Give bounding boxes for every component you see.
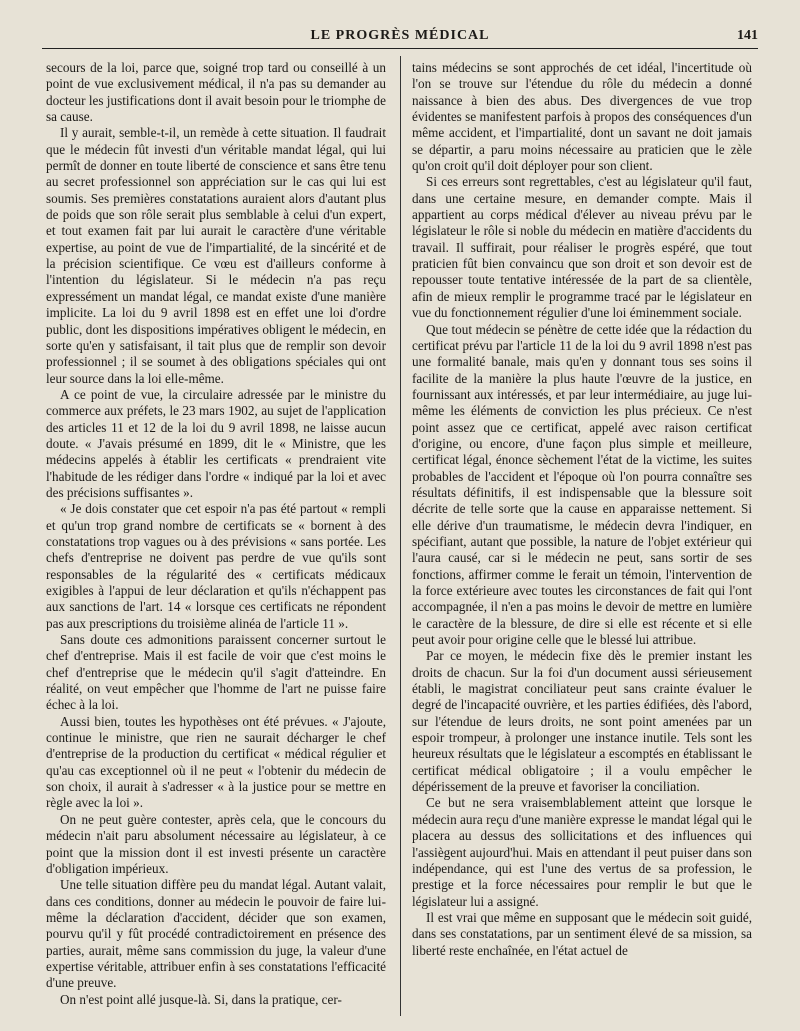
paragraph: secours de la loi, parce que, soigné trop tard ou conseillé à un point de vue exclusivement médical, il n'a pas su demander au docteur les justifications dont il avait besoin pour le triomphe de sa cause. [46, 60, 386, 125]
paragraph: Par ce moyen, le médecin fixe dès le premier instant les droits de chacun. Sur la foi d'un document aussi sérieusement établi, le magistrat conciliateur peut sans crainte évaluer le degré de l'incapacité ouvrière, et les parties édifiées, dès l'abord, sur l'étendue de leurs droits, ne sont point amenées par un espoir trompeur, à prolonger une instance inutile. Tels sont les heureux résultats que le législateur a escomptés en établissant le certificat médical obligatoire ; il a voulu empêcher le dépérissement de la preuve et favoriser la conciliation. [412, 648, 752, 795]
header-rule [42, 48, 758, 49]
paragraph: tains médecins se sont approchés de cet idéal, l'incertitude où l'on se trouve sur l'étendue du rôle du médecin a donné naissance à bien des abus. Des divergences de vue trop évidentes se manifestent parfois à propos des conséquences d'un même accident, et l'impartialité, dont un savant ne doit jamais se départir, a paru moins nécessaire au praticien que le zèle qu'on croit qu'il doit déployer pour son client. [412, 60, 752, 174]
paragraph: Sans doute ces admonitions paraissent concerner surtout le chef d'entreprise. Mais il est facile de voir que c'est moins le chef d'entreprise que le médecin qu'il s'agit d'atteindre. En réalité, on veut empêcher que l'homme de l'art ne puisse faire échec à la loi. [46, 632, 386, 713]
right-column [412, 60, 752, 959]
paragraph: « Je dois constater que cet espoir n'a pas été partout « rempli et qu'un trop grand nombre de certificats se « bornent à des constatations trop vagues ou à des prévisions « sans portée. Les chefs d'entreprise ne doivent pas perdre de vue qu'ils sont responsables de la régularité des « certificats médicaux exigibles à l'appui de leur déclaration et qu'ils n'échappent pas aux sanctions de l'art. 14 « lorsque ces certificats ne répondent pas aux prescriptions du troisième alinéa de l'article 11 ». [46, 501, 386, 631]
paragraph: Si ces erreurs sont regrettables, c'est au législateur qu'il faut, dans une certaine mesure, en demander compte. Mais il appartient au corps médical d'élever au niveau prévu par le législateur le rôle si noble du médecin en matière d'accidents du travail. Il suffirait, pour réaliser le progrès espéré, que tout praticien fût bien convaincu que son droit et son devoir est de repousser toute tentative intéressée de la part de sa clientèle, afin de mieux remplir le programme tracé par le législateur en vue du fonctionnement régulier d'une loi éminemment sociale. [412, 174, 752, 321]
page-number: 141 [737, 28, 758, 43]
left-column [46, 60, 386, 1008]
paragraph: Une telle situation diffère peu du mandat légal. Autant valait, dans ces conditions, donner au médecin le pouvoir de faire lui-même la déclaration d'accident, décider que son examen, pourvu qu'il y fût procédé contradictoirement en présence des parties, aurait, même sans commission du juge, la valeur d'une expertise véritable, attribuer enfin à ses constatations l'efficacité d'une preuve. [46, 877, 386, 991]
paragraph: Il y aurait, semble-t-il, un remède à cette situation. Il faudrait que le médecin fût investi d'un véritable mandat légal, qui lui permît de donner en toute liberté de conscience et sans être tenu au secret professionnel son appréciation sur le cas qui lui est soumis. Ses premières constatations auraient alors d'autant plus de poids que son rôle serait plus semblable à celui d'un expert, et tout examen fait par lui aurait le caractère d'une véritable expertise, au point de vue de l'impartialité, de la sincérité et de la précision scientifique. Ce vœu est d'ailleurs conforme à l'intention du législateur. Si le médecin n'a pas reçu expressément un mandat légal, ce mandat existe d'une manière implicite. La loi du 9 avril 1898 est en effet une loi d'ordre public, dont les dispositions impératives obligent le médecin, en sorte qu'en y satisfaisant, il tait plus que de remplir son devoir professionnel ; il se soumet à des obligations spéciales qui ont leur source dans la loi elle-même. [46, 125, 386, 386]
running-header [40, 28, 760, 50]
paragraph: Que tout médecin se pénètre de cette idée que la rédaction du certificat prévu par l'article 11 de la loi du 9 avril 1898 n'est pas une formalité banale, mais qu'en y donnant tous ses soins il facilite de la manière la plus haute l'œuvre de la justice, en fournissant aux intéressés, et par leur intermédiaire, au juge lui-même les éléments de conviction les plus précieux. Ce n'est point assez que ce certificat, appelé avec raison certificat d'origine, ou encore, d'une façon plus simple et meilleure, certificat légal, énonce sèchement l'état de la victime, les suites probables de l'accident et l'époque où l'on pourra connaître ses résultats définitifs, il est indispensable que la blessure soit décrite de telle sorte que la cause en apparaisse nettement. Si elle dérive d'un traumatisme, le médecin devra l'indiquer, en spécifiant, autant que possible, la nature de l'objet extérieur qui l'aura causé, car si le médecin ne peut, sans sortir de ses fonctions, affirmer comme le ferait un témoin, l'intervention de la force extérieure avec toutes les circonstances de fait qui l'ont accompagnée, il n'en a pas moins le devoir de mettre en lumière le caractère de la blessure, de dire si elle est récente et si elle peut avoir pour origine celle que le blessé lui attribue. [412, 321, 752, 648]
paragraph: Ce but ne sera vraisemblablement atteint que lorsque le médecin aura reçu d'une manière expresse le mandat légal qui le placera au dessus des sollicitations et des influences qui l'assiègent aujourd'hui. Mais en attendant il peut puiser dans son indépendance, qui est l'une des vertus de sa profession, le prestige et la force nécessaires pour remplir le but que le législateur lui a assigné. [412, 795, 752, 909]
paragraph: A ce point de vue, la circulaire adressée par le ministre du commerce aux préfets, le 23 mars 1902, au sujet de l'application des articles 11 et 12 de la loi du 9 avril 1898, ne laisse aucun doute. « J'avais présumé en 1899, dit le « Ministre, que les médecins appelés à établir les certificats « prendraient vite l'habitude de les rédiger dans l'ordre « indiqué par la loi et avec des précisions suffisantes ». [46, 386, 386, 500]
paragraph: On ne peut guère contester, après cela, que le concours du médecin n'ait paru absolument nécessaire au législateur, à ce point que la mission dont il est investi présente un caractère d'obligation impérieux. [46, 811, 386, 876]
column-divider [400, 56, 401, 1016]
journal-title: LE PROGRÈS MÉDICAL [310, 28, 490, 43]
paragraph: On n'est point allé jusque-là. Si, dans la pratique, cer- [60, 991, 342, 1007]
paragraph: Aussi bien, toutes les hypothèses ont été prévues. « J'ajoute, continue le ministre, que rien ne saurait décharger le chef d'entreprise de la production du certificat « médical régulier et qu'au cas exceptionnel où il ne peut « l'obtenir du médecin de son choix, il aurait à s'adresser « à la justice pour se mettre en règle avec la loi ». [46, 713, 386, 811]
paragraph: Il est vrai que même en supposant que le médecin soit guidé, dans ses constatations, par un sentiment élevé de sa mission, sa liberté reste enchaînée, en l'état actuel de [412, 909, 752, 958]
